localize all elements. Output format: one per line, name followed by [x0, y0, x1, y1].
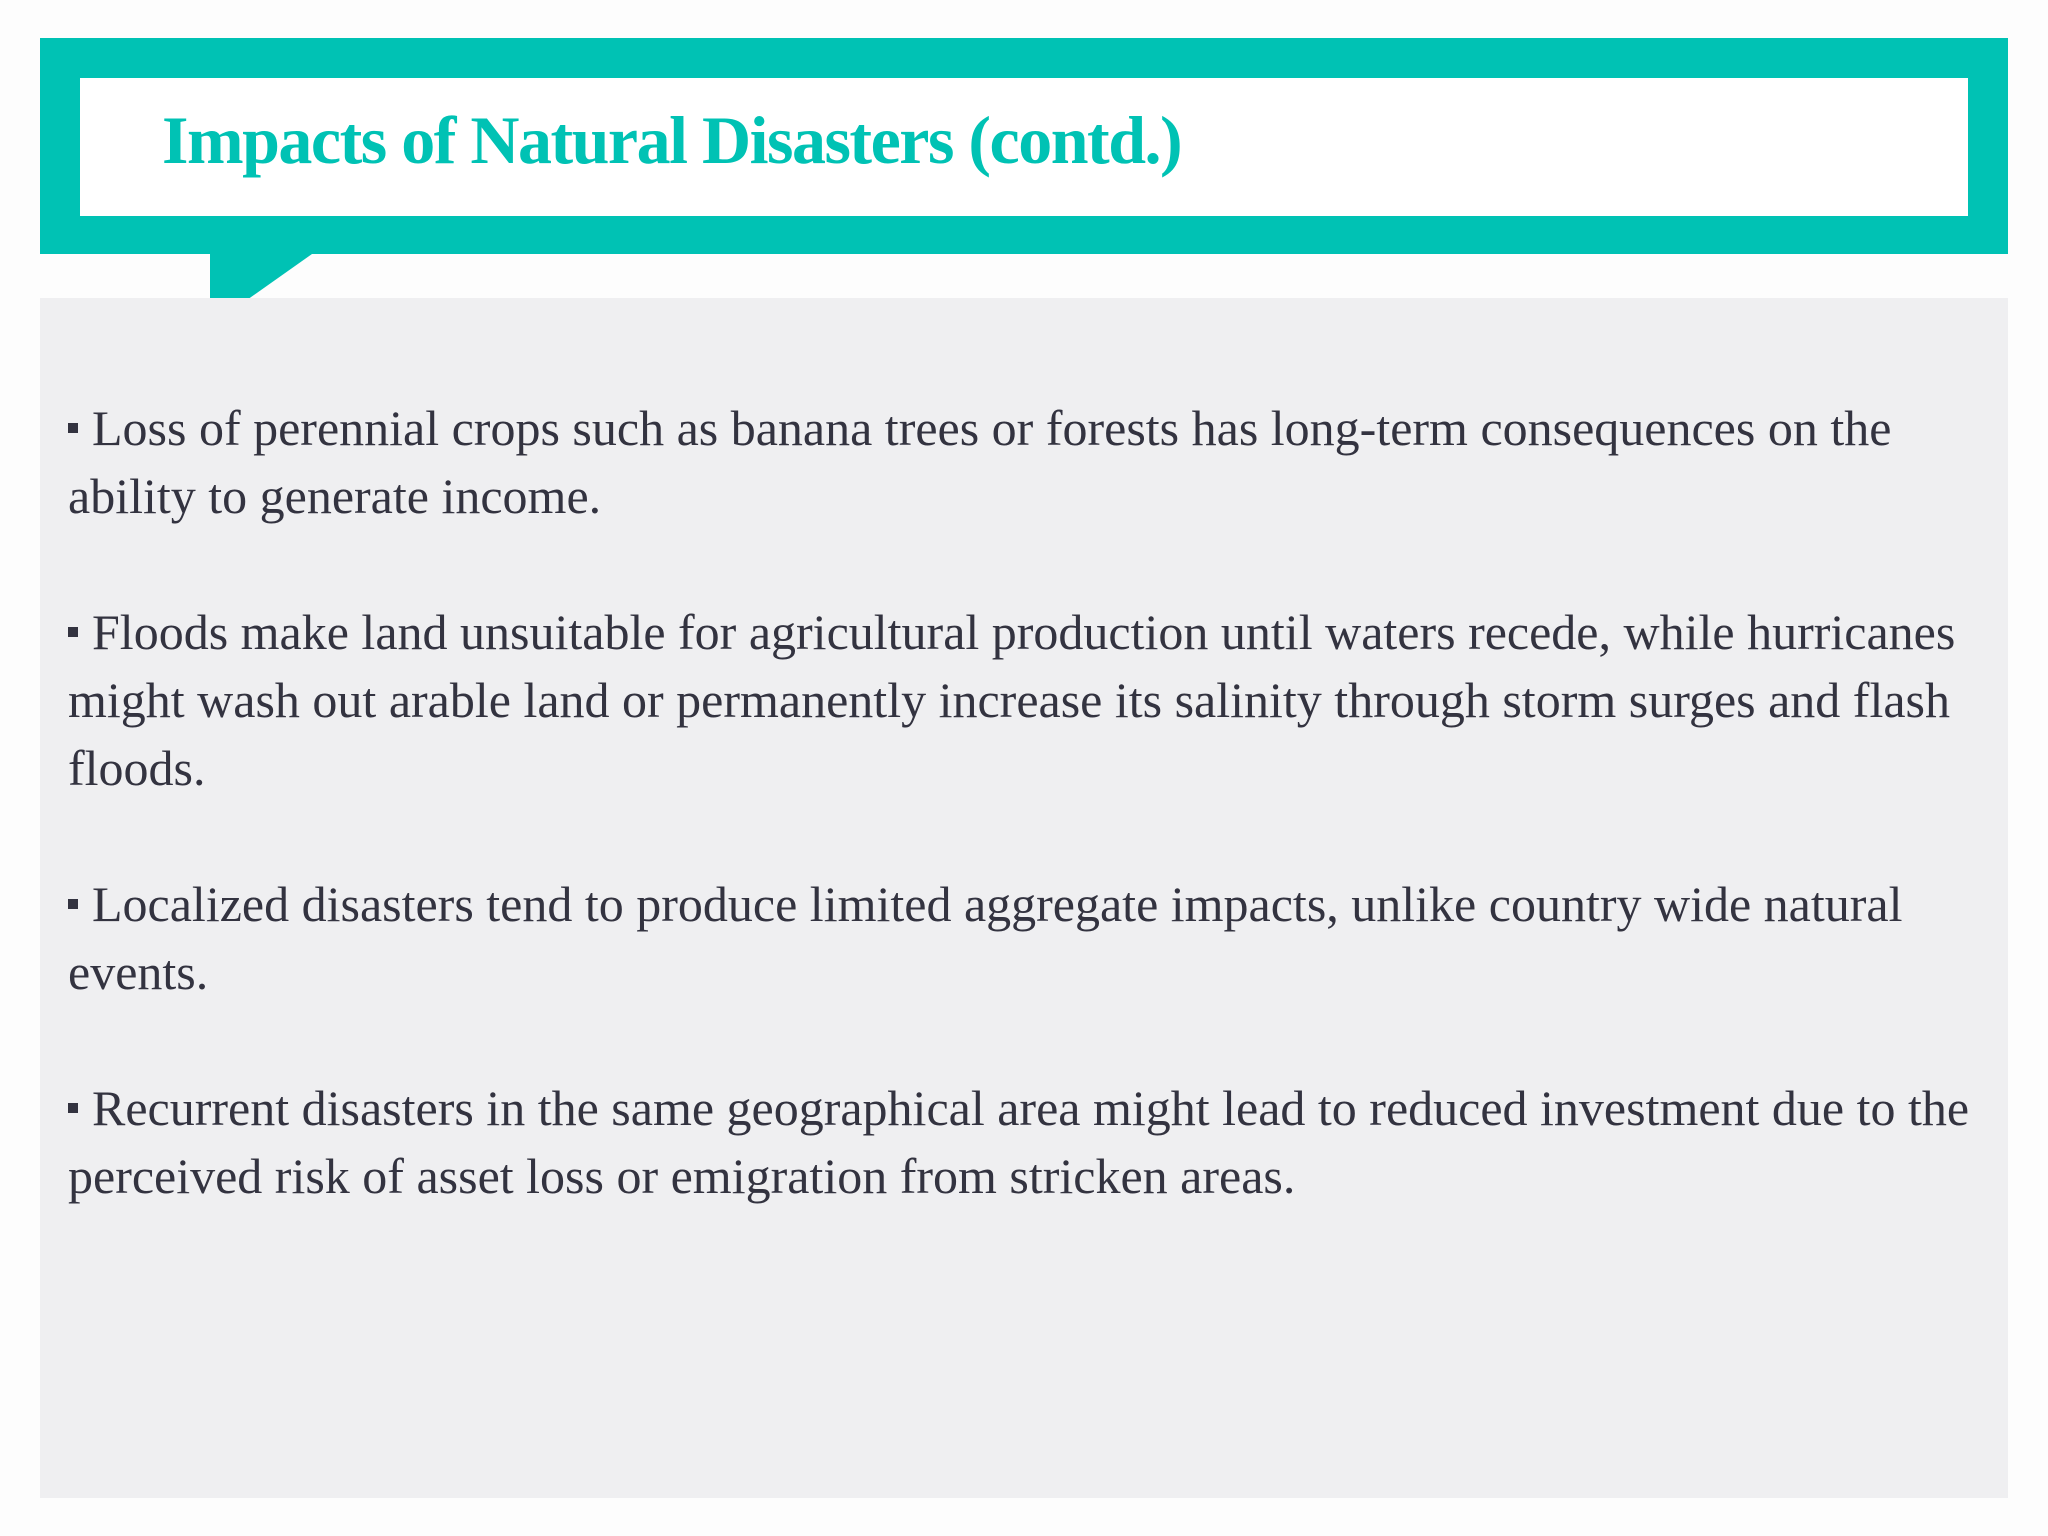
bullet-item: [68, 598, 1988, 802]
bullet-text: Localized disasters tend to produce limited aggregate impacts, unlike country wide natural events.: [68, 876, 1903, 1000]
bullet-text: Loss of perennial crops such as banana trees or forests has long-term consequences on the ability to generate income.: [68, 400, 1892, 524]
bullet-text: Recurrent disasters in the same geographical area might lead to reduced investment due to the perceived risk of asset loss or emigration from stricken areas.: [68, 1080, 1970, 1204]
square-bullet-icon: [68, 1103, 78, 1113]
square-bullet-icon: [68, 899, 78, 909]
slide-title: Impacts of Natural Disasters (contd.): [162, 102, 1182, 178]
bullet-item: [68, 870, 1988, 1006]
bullet-text: Floods make land unsuitable for agricultural production until waters recede, while hurricanes might wash out arable land or permanently increase its salinity through storm surges and flash floods.: [68, 604, 1956, 796]
bullet-item: [68, 394, 1988, 530]
square-bullet-icon: [68, 627, 78, 637]
bullet-list: [68, 394, 1988, 1278]
bullet-item: [68, 1074, 1988, 1210]
square-bullet-icon: [68, 423, 78, 433]
